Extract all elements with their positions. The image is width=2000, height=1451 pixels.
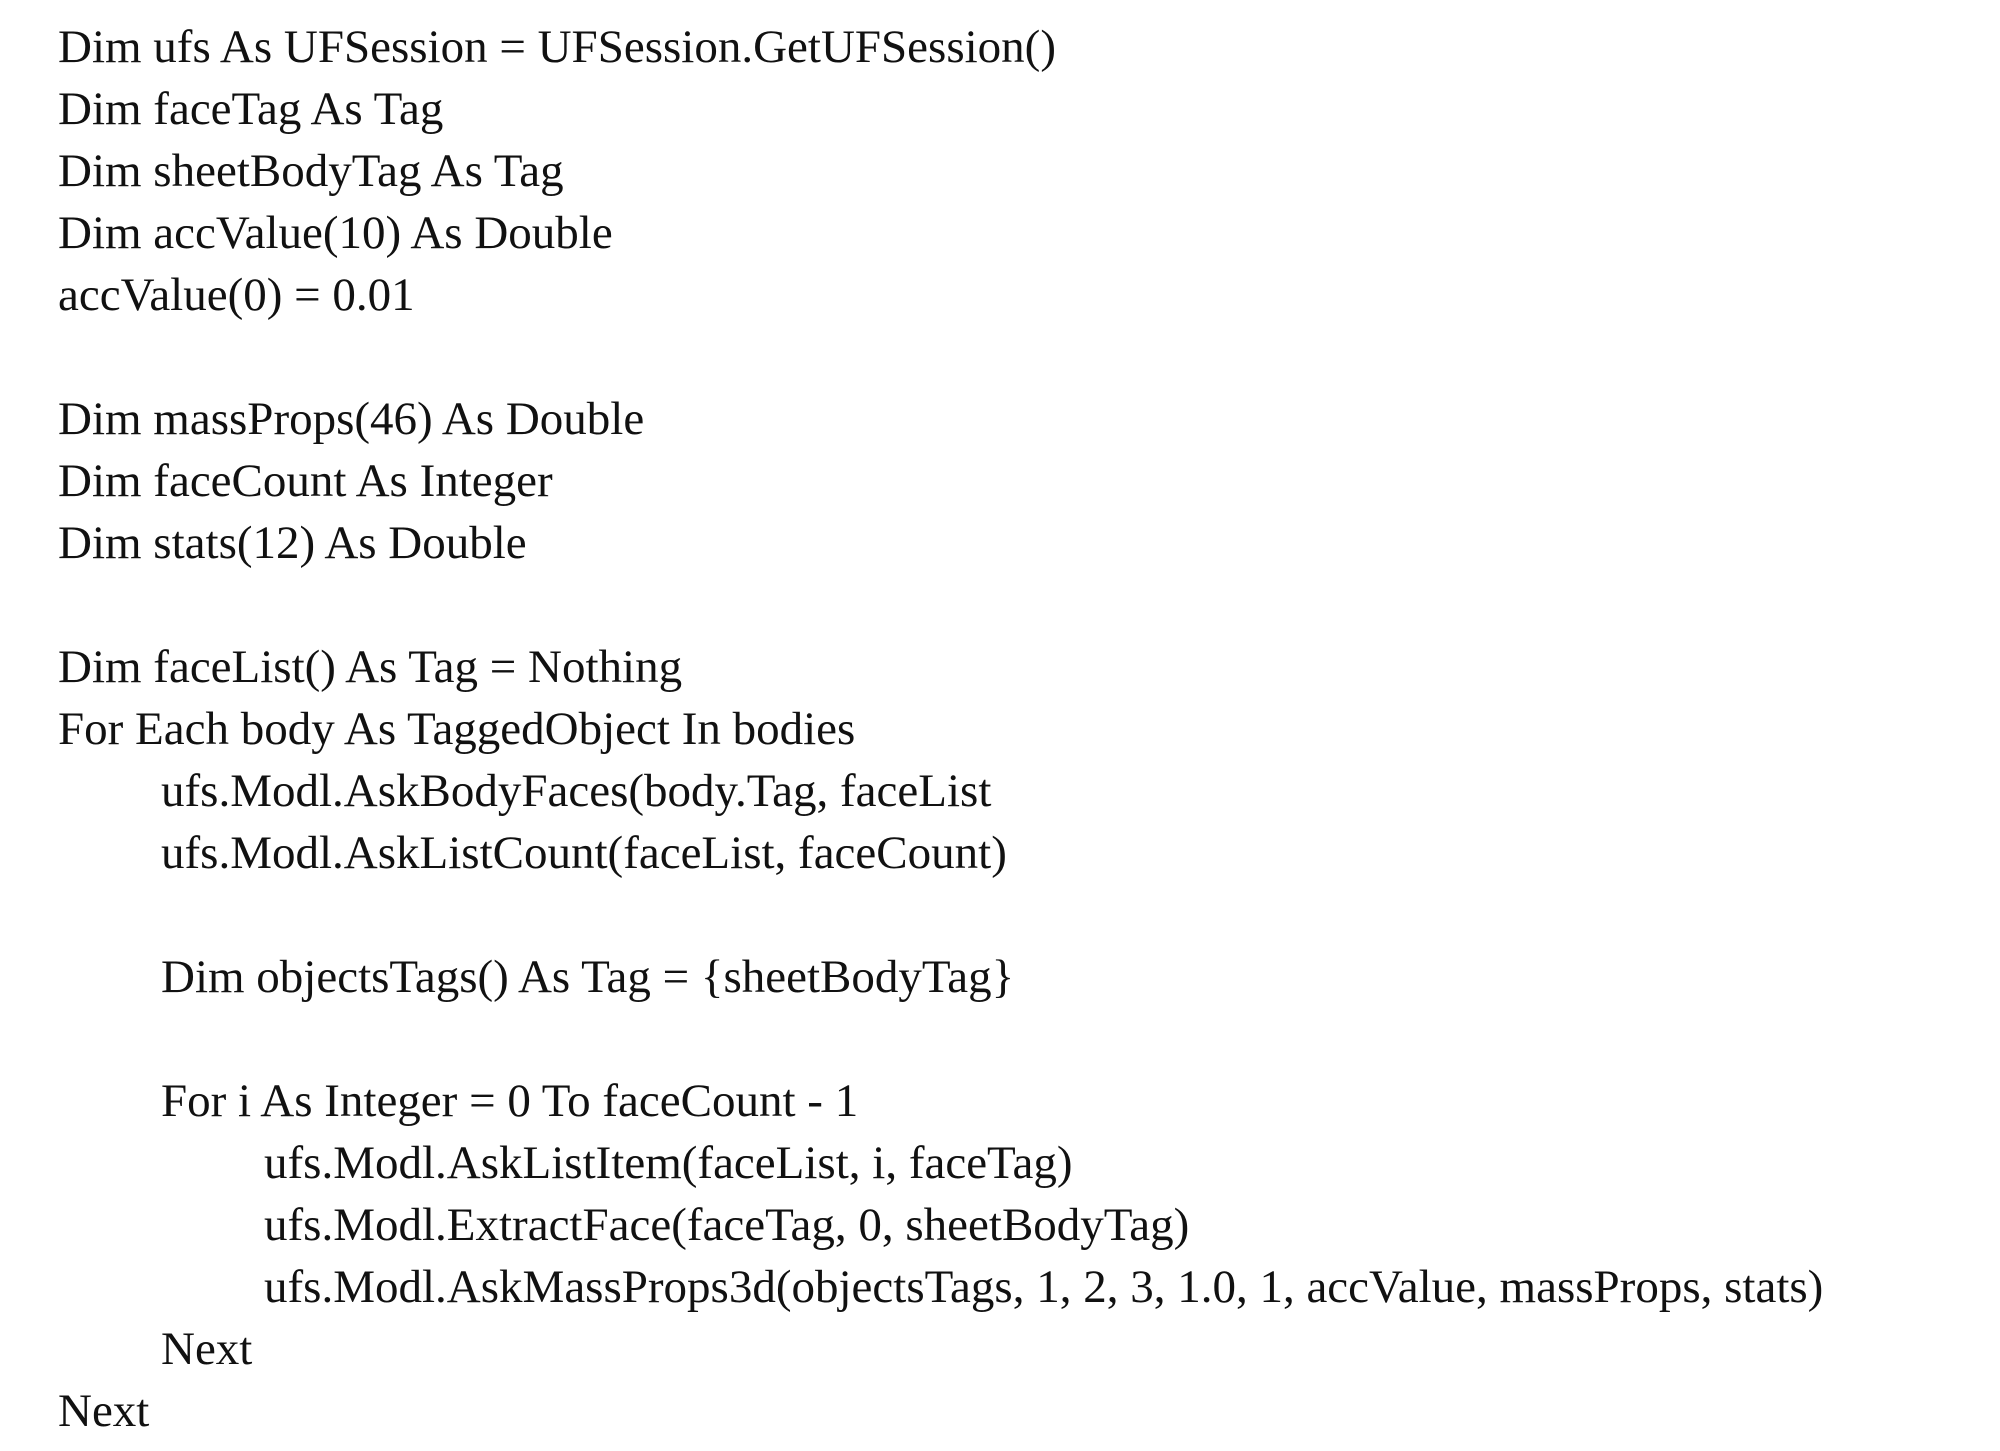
code-line: Dim faceCount As Integer [58,455,553,507]
code-line: Dim sheetBodyTag As Tag [58,145,564,197]
code-line: accValue(0) = 0.01 [58,269,415,321]
blank-line [58,326,1988,388]
blank-line [58,884,1988,946]
code-line: Next [58,1385,150,1437]
code-document [58,16,1988,1442]
code-line: Dim stats(12) As Double [58,517,527,569]
blank-line [58,574,1988,636]
code-line: ufs.Modl.AskListItem(faceList, i, faceTag) [264,1137,1073,1189]
code-line: ufs.Modl.AskBodyFaces(body.Tag, faceList [161,765,992,817]
code-line: For i As Integer = 0 To faceCount - 1 [161,1075,859,1127]
code-line: For Each body As TaggedObject In bodies [58,703,856,755]
code-line: Dim faceList() As Tag = Nothing [58,641,683,693]
code-line: Dim faceTag As Tag [58,83,444,135]
blank-line [58,1008,1988,1070]
code-line: Dim objectsTags() As Tag = {sheetBodyTag} [161,951,1015,1003]
code-line: ufs.Modl.ExtractFace(faceTag, 0, sheetBodyTag) [264,1199,1190,1251]
code-line: Dim ufs As UFSession = UFSession.GetUFSession() [58,21,1056,73]
code-line: ufs.Modl.AskListCount(faceList, faceCount) [161,827,1007,879]
code-line: Next [161,1323,253,1375]
code-line: Dim massProps(46) As Double [58,393,645,445]
code-line: Dim accValue(10) As Double [58,207,613,259]
code-line: ufs.Modl.AskMassProps3d(objectsTags, 1, 2, 3, 1.0, 1, accValue, massProps, stats) [264,1261,1824,1313]
